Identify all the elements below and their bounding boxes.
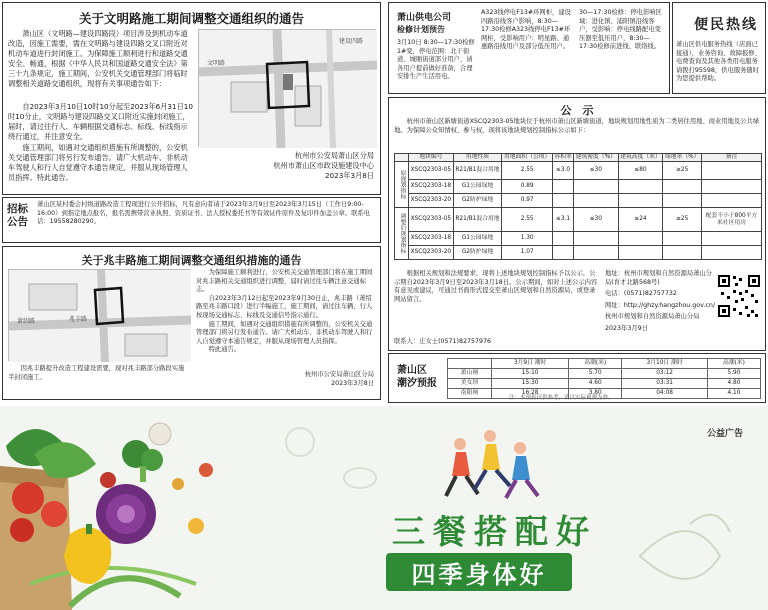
cell: 16:28 — [492, 389, 569, 399]
cell: 美女坝 — [448, 379, 492, 389]
cell — [553, 246, 574, 260]
map-xiaoshao-label: 萧绍路 — [17, 318, 36, 325]
power-subtitle: 检修计划预告 — [397, 25, 445, 34]
cell: 15:10 — [492, 369, 569, 379]
cell: 3月9日 潮时 — [492, 359, 569, 369]
cell: ≥25 — [663, 162, 702, 180]
th-1: 用地性质 — [453, 154, 502, 162]
cell: 5.90 — [707, 369, 760, 379]
power-maintenance-notice — [388, 2, 670, 94]
cell: 高潮(米) — [707, 359, 760, 369]
notice-wenming-road — [2, 2, 381, 195]
notice-wenming-sig-2: 杭州市萧山区市政设施建设中心 — [273, 161, 374, 170]
slogan-three-meals: 三餐搭配好 — [392, 512, 597, 551]
notice-zhaofeng-para-1: 为保障施工顺利进行，公安机关交通管理部门将在施工期间对兆丰路相关交通组织进行调整，届时请过往车辆注意交通标志。 — [196, 269, 373, 294]
hotline-title: 便民热线 — [694, 17, 758, 33]
notice-wenming-para-2: 自2023年3月10日10时10分起至2023年6月31日10时10分止，文明路与建设四路交叉口附近实施封闭施工，届时，请过往行人、车辆根据交通标志、标线、标线指示绕行通过，并注意安全。 — [8, 102, 193, 141]
notice-wenming-sig-1: 杭州市公安局萧山区分局 — [294, 151, 374, 160]
cell — [448, 359, 492, 369]
cell: 4.60 — [569, 379, 622, 389]
cell: ≤3.0 — [553, 162, 574, 180]
qr-code-icon — [717, 274, 761, 318]
cell — [663, 232, 702, 246]
notice-wenming-date: 2023年3月8日 — [324, 171, 374, 180]
cell: ≤3.1 — [553, 208, 574, 232]
cell — [574, 232, 619, 246]
notice-zhaofeng-para-3: 施工期间，如遇对交通组织措施有所调整的，公安机关交通管理部门将另行发布通告。请广大机动车、非机动车驾驶人和行人自觉遵守本通告规定，并服从现场管理人员指挥。 — [196, 320, 373, 345]
tender-label-2: 公告 — [7, 216, 28, 228]
cell: 4.10 — [707, 389, 760, 399]
table-row — [448, 379, 761, 389]
map-zhaofeng-road — [8, 269, 190, 361]
announce-org: 杭州市规划和自然资源局萧山分局 — [605, 313, 700, 321]
announce-web: 网址：http://ghzy.hangzhou.gov.cn/ — [605, 301, 715, 309]
notice-zhaofeng-road — [2, 246, 381, 400]
table-row — [395, 232, 762, 246]
cell — [618, 232, 663, 246]
cell: ≤30 — [574, 162, 619, 180]
cell: 15:30 — [492, 379, 569, 389]
cell: XSCQ2303-20 — [409, 194, 454, 208]
th-7: 备注 — [702, 154, 762, 162]
power-col-1: 3月10日 8:30—17:30检修1#变，停电范围：北干街道、城厢街道部分用户，请各用户提前做好准备，合理安排生产生活用电。 — [397, 39, 475, 81]
announce-intro: 杭州市萧山区新塘街道XSCQ2303-05地块位于杭州市萧山区新塘街道，地块规划用地性质为二类居住用地、商业用地及公共绿地。为保障公众知情权、参与权，现将该地块规划控制指标公示如下： — [394, 118, 760, 134]
cell — [663, 194, 702, 208]
cell: 2.55 — [502, 208, 553, 232]
table-row — [395, 162, 762, 180]
table-row — [395, 180, 762, 194]
table-row — [395, 208, 762, 232]
cell: 03:31 — [622, 379, 708, 389]
map-zhaofeng-label: 兆丰路 — [69, 316, 88, 323]
cell — [574, 194, 619, 208]
planning-announcement — [388, 97, 766, 351]
cell: R21/B1混合用地 — [453, 208, 502, 232]
cell: XSCQ2303-05 — [409, 162, 454, 180]
cell: 2.55 — [502, 162, 553, 180]
cell — [553, 194, 574, 208]
table-row — [395, 194, 762, 208]
notice-zhaofeng-title: 关于兆丰路施工期间调整交通组织措施的通告 — [81, 254, 302, 267]
map-jianshe-label: 建设四路 — [339, 38, 364, 45]
cell — [702, 194, 762, 208]
tide-header — [448, 359, 761, 369]
planning-table — [394, 153, 762, 260]
power-company: 萧山供电公司 — [397, 13, 452, 23]
table-row — [448, 369, 761, 379]
announce-left: 根据相关规划和法规要求，现将上述地块规划控制指标予以公示，公示期自2023年3月9日至2023年3月18日。公示期间，如对上述公示内容有意见或建议，可通过书面形式提交至萧山区规划和自然资源局，或登录网站留言。 — [394, 270, 598, 303]
planning-table-header — [395, 154, 762, 162]
notice-wenming-para-3: 施工期间，如遇对交通组织措施有所调整的，公安机关交通管理部门将另行发布通告。请广大机动车、非机动车驾驶人和行人自觉遵守本通告规定，并服从现场管理人员指挥。特此通告。 — [8, 143, 188, 182]
cell: 3月10日 潮时 — [622, 359, 708, 369]
public-service-ad-banner — [0, 406, 768, 610]
notice-zhaofeng-closing: 特此通告。 — [208, 346, 241, 354]
cell: XSCQ2303-05 — [409, 208, 454, 232]
tender-text: 萧山区某村委会村级道路改造工程现进行公开招标，凡有意向者请于2023年3月9日至2023年3月15日（工作日9:00-16:00）到指定地点报名，报名需携带营业执照、资质证书、法人授权委托书等有效证件原件及复印件加盖公章。联系电话：19558280290。 — [37, 201, 370, 226]
notice-zhaofeng-sig: 杭州市公安局萧山区分局 — [304, 371, 374, 378]
tender-notice — [2, 197, 381, 243]
tender-label-1: 招标 — [7, 203, 28, 215]
th-0: 地块编号 — [409, 154, 454, 162]
notice-zhaofeng-left: 因兆丰路提升改造工程建设需要，现对兆丰路部分路段实施半封闭施工。 — [8, 365, 185, 381]
cell — [702, 180, 762, 194]
notice-wenming-para-1: 萧山区（文明路—建设四路段）项目涉及到机动车道改造，因施工需要，需在文明路与建设四路交叉口附近对机动车道进行封闭施工。为保障施工顺利进行和道路交通安全、畅通，根据《中华人民共和国道路交通安全法》第三十九条规定，施工期间，公安机关交通管理部门将临时调整相关道路交通组织，现将有关事项通告如下： — [8, 29, 188, 88]
cell: 4.80 — [707, 379, 760, 389]
announce-date: 2023年3月9日 — [605, 324, 648, 332]
notice-wenming-title: 关于文明路施工期间调整交通组织的通告 — [78, 11, 304, 26]
hotline-text: 萧山区供电服务热线（店面已接通），业务咨询、故障报修、电费查询及其他各类用电服务请拨打95598，供电服务随时为您提供帮助。 — [676, 41, 762, 83]
public-ad-label: 公益广告 — [707, 429, 744, 439]
cell — [663, 246, 702, 260]
power-col-3: 30—17:30检修：停电影响区域：进化镇、浦阳镇沿线客户，受影响：停电线路配电变压器至低压用户，8:30—17:30检修前进线、联络线。 — [579, 9, 662, 51]
cell — [702, 232, 762, 246]
th-2: 用地面积（公顷） — [502, 154, 553, 162]
cell: 1.30 — [502, 232, 553, 246]
tide-title — [397, 364, 437, 390]
cell: 0.97 — [502, 194, 553, 208]
cell — [663, 180, 702, 194]
cell: G2防护绿地 — [453, 246, 502, 260]
cell: 5.70 — [569, 369, 622, 379]
cell — [574, 246, 619, 260]
cell: G2防护绿地 — [453, 194, 502, 208]
cell — [702, 246, 762, 260]
announce-contact: 联系人：庄女士(0571)82757976 — [394, 338, 492, 345]
cell — [553, 232, 574, 246]
table-row — [395, 246, 762, 260]
tide-table — [447, 358, 761, 399]
cell: XSCQ2303-18 — [409, 180, 454, 194]
th-4: 建筑密度（%） — [574, 154, 619, 162]
cell: 04:08 — [622, 389, 708, 399]
announce-addr: 地址：杭州市规划和自然资源局萧山分局(育才北路568号) — [605, 270, 713, 286]
cell: 3.80 — [569, 389, 622, 399]
cell: G1公园绿地 — [453, 180, 502, 194]
cell: 0.89 — [502, 180, 553, 194]
map-wenming-label: 文明路 — [207, 60, 226, 67]
notice-zhaofeng-para-2: 自2023年3月12日起至2023年9月30日止，兆丰路（萧绍路至兆丰路口段）进行半幅施工，施工期间，请过往车辆、行人按现场交通标志、标线及交通信号指示通行。 — [196, 294, 373, 319]
th-3: 容积率 — [554, 154, 572, 160]
vegetables-illustration-icon — [0, 406, 768, 610]
cell: G1公园绿地 — [453, 232, 502, 246]
cell: ≤30 — [574, 208, 619, 232]
cell: 配套不小于800平方米社区用房 — [702, 208, 762, 232]
notice-zhaofeng-date: 2023年3月8日 — [331, 379, 374, 387]
cell — [553, 180, 574, 194]
runners-icon — [446, 430, 538, 498]
cell — [574, 180, 619, 194]
cell: 03:12 — [622, 369, 708, 379]
cell: ≤80 — [618, 162, 663, 180]
group-original: 原规划指标 — [395, 162, 409, 208]
cell: ≤24 — [618, 208, 663, 232]
th-6: 绿地率（%） — [663, 154, 702, 162]
cell: 萧山闸 — [448, 369, 492, 379]
cell — [618, 194, 663, 208]
cell: 高潮(米) — [569, 359, 622, 369]
tide-title-2: 潮汐预报 — [397, 378, 437, 389]
slogan-four-seasons: 四季身体好 — [411, 561, 547, 589]
th-5: 建筑高度（米） — [618, 154, 663, 162]
cell — [618, 246, 663, 260]
tide-forecast — [388, 353, 766, 403]
tender-label — [7, 203, 31, 229]
tide-note: 注：本预报仅供参考，请以实际观测为准。 — [509, 395, 614, 401]
cell: 1.07 — [502, 246, 553, 260]
cell: 南阳闸 — [448, 389, 492, 399]
cell — [702, 162, 762, 180]
tide-title-1: 萧山区 — [397, 365, 427, 376]
cell: R21/B1混合用地 — [453, 162, 502, 180]
cell: ≥25 — [663, 208, 702, 232]
group-adjusted: 调整后规划指标 — [395, 208, 409, 260]
power-col-2: A323线停电F13#环网柜，建设四路沿线客户影响，8:30—17:30检修A323线停电F13#环网柜，受影响用户：明星路、通惠路沿线用户及部分低压用户。 — [481, 9, 571, 51]
announce-title: 公 示 — [560, 104, 594, 117]
cell: XSCQ2303-18 — [409, 232, 454, 246]
cell: XSCQ2303-20 — [409, 246, 454, 260]
announce-phone: 电话：(0571)82757732 — [605, 290, 677, 298]
cell — [618, 180, 663, 194]
